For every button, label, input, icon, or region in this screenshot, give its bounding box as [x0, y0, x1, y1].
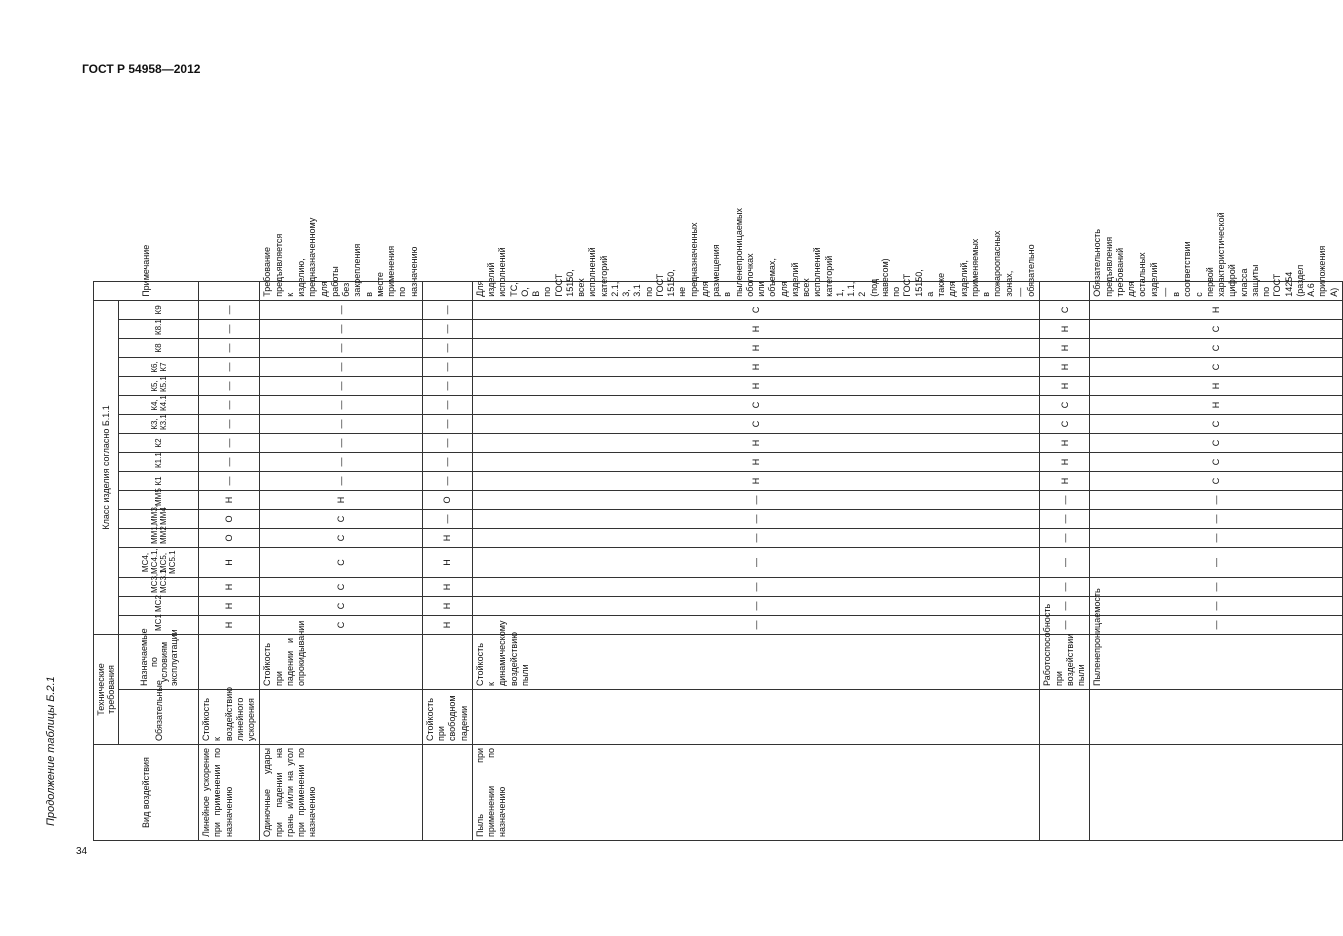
class-value-cell: —: [199, 472, 260, 491]
class-value-cell: —: [260, 358, 423, 377]
class-value-cell: —: [422, 300, 472, 319]
class-header: К2: [119, 434, 199, 453]
assigned-cell: Пыленепроницаемость: [1090, 635, 1343, 690]
note-cell: Обязательность предъявления требований для остальных изделий — в соответствии с первой характеристической цифрой класса защиты по ГОСТ 14254 (раздел А.6 приложения А): [1090, 281, 1343, 300]
header-impact: Вид воздействия: [94, 745, 199, 841]
class-value-cell: —: [472, 548, 1040, 578]
class-value-cell: Н: [1090, 377, 1343, 396]
class-value-cell: С: [1040, 415, 1090, 434]
impact-cell: [422, 745, 472, 841]
class-value-cell: —: [1040, 616, 1090, 635]
class-value-cell: —: [260, 396, 423, 415]
class-value-cell: —: [1090, 510, 1343, 529]
class-value-cell: —: [1090, 597, 1343, 616]
class-value-cell: Н: [1040, 339, 1090, 358]
impact-cell: [1090, 745, 1343, 841]
class-value-cell: —: [472, 578, 1040, 597]
class-value-cell: С: [260, 548, 423, 578]
class-value-cell: Н: [199, 491, 260, 510]
class-value-cell: —: [199, 453, 260, 472]
class-value-cell: —: [422, 472, 472, 491]
header-mandatory: Обязательные: [119, 690, 199, 745]
class-value-cell: —: [260, 472, 423, 491]
class-value-cell: —: [1090, 529, 1343, 548]
table-caption: Продолжение таблицы Б.2.1: [45, 676, 57, 826]
note-cell: Требование предъявляется к изделию, предназначенному для работы без закрепления в месте применения по назначению: [260, 281, 423, 300]
class-value-cell: С: [1040, 300, 1090, 319]
class-value-cell: С: [1090, 415, 1343, 434]
class-value-cell: —: [199, 300, 260, 319]
class-value-cell: —: [1040, 597, 1090, 616]
class-value-cell: —: [199, 415, 260, 434]
class-value-cell: Н: [1040, 472, 1090, 491]
class-value-cell: Н: [1040, 453, 1090, 472]
header-class-group: Класс изделия согласно Б.1.1: [94, 300, 119, 634]
class-value-cell: —: [472, 597, 1040, 616]
class-value-cell: —: [472, 616, 1040, 635]
mandatory-cell: Стойкость при свободном падении: [422, 690, 472, 745]
class-header: МС2: [119, 597, 199, 616]
class-value-cell: —: [472, 491, 1040, 510]
class-value-cell: —: [422, 434, 472, 453]
class-header: К1.1: [119, 453, 199, 472]
class-header: ММ1, ММ2: [119, 529, 199, 548]
class-value-cell: —: [1040, 578, 1090, 597]
class-value-cell: С: [260, 529, 423, 548]
class-value-cell: —: [422, 339, 472, 358]
class-value-cell: Н: [422, 529, 472, 548]
class-value-cell: С: [1040, 396, 1090, 415]
class-value-cell: —: [199, 434, 260, 453]
class-value-cell: Н: [199, 597, 260, 616]
mandatory-cell: [1040, 690, 1090, 745]
class-value-cell: С: [1090, 453, 1343, 472]
table-row: [422, 92, 472, 841]
class-value-cell: О: [199, 529, 260, 548]
impact-cell: Линейное ускорение при применении по назначению: [199, 745, 260, 841]
class-value-cell: Н: [199, 548, 260, 578]
class-value-cell: Н: [1040, 320, 1090, 339]
class-value-cell: О: [422, 491, 472, 510]
class-value-cell: —: [422, 377, 472, 396]
class-value-cell: С: [1090, 320, 1343, 339]
class-header: МС3, МС3.1: [119, 578, 199, 597]
class-value-cell: —: [199, 320, 260, 339]
class-value-cell: Н: [472, 320, 1040, 339]
class-value-cell: —: [199, 396, 260, 415]
document-header: ГОСТ Р 54958—2012: [82, 62, 201, 76]
class-value-cell: С: [472, 300, 1040, 319]
class-value-cell: —: [1040, 510, 1090, 529]
class-value-cell: Н: [422, 578, 472, 597]
class-value-cell: С: [260, 510, 423, 529]
class-value-cell: С: [472, 396, 1040, 415]
class-value-cell: Н: [472, 472, 1040, 491]
class-value-cell: Н: [1090, 300, 1343, 319]
impact-cell: [1040, 745, 1090, 841]
table-row: [260, 92, 423, 841]
class-header: К6, К7: [119, 358, 199, 377]
class-value-cell: Н: [422, 597, 472, 616]
table-row: [1090, 92, 1343, 841]
assigned-cell: Стойкость к динамическому воздействию пыли: [472, 635, 1040, 690]
class-header: К5, К5.1: [119, 377, 199, 396]
table-row: [472, 92, 1040, 841]
class-value-cell: —: [422, 415, 472, 434]
class-header: К9: [119, 300, 199, 319]
table-row: [199, 92, 260, 841]
rotated-table-wrapper: [93, 91, 1339, 841]
class-value-cell: Н: [1040, 358, 1090, 377]
mandatory-cell: [1090, 690, 1343, 745]
class-value-cell: —: [422, 396, 472, 415]
assigned-cell: Стойкость при падении и опрокидывании: [260, 635, 423, 690]
class-value-cell: —: [472, 510, 1040, 529]
class-header: К1: [119, 472, 199, 491]
class-value-cell: Н: [1040, 434, 1090, 453]
class-value-cell: Н: [1090, 396, 1343, 415]
class-value-cell: —: [260, 434, 423, 453]
mandatory-cell: Стойкость к воздействию линейного ускорения: [199, 690, 260, 745]
impact-cell: Пыль при применении по назначению: [472, 745, 1040, 841]
assigned-cell: Работоспособность при воздействии пыли: [1040, 635, 1090, 690]
class-value-cell: —: [1040, 491, 1090, 510]
assigned-cell: [422, 635, 472, 690]
requirements-table: [93, 91, 1343, 841]
mandatory-cell: [472, 690, 1040, 745]
class-value-cell: Н: [472, 377, 1040, 396]
class-value-cell: —: [1040, 529, 1090, 548]
class-value-cell: Н: [472, 358, 1040, 377]
class-header: К8.1: [119, 320, 199, 339]
class-value-cell: С: [1090, 472, 1343, 491]
note-cell: [422, 281, 472, 300]
note-cell: [199, 281, 260, 300]
class-value-cell: —: [422, 358, 472, 377]
class-value-cell: Н: [199, 578, 260, 597]
class-header: ММ3, ММ4: [119, 510, 199, 529]
class-value-cell: —: [472, 529, 1040, 548]
class-value-cell: С: [260, 616, 423, 635]
mandatory-cell: [260, 690, 423, 745]
class-value-cell: —: [199, 339, 260, 358]
class-value-cell: О: [199, 510, 260, 529]
class-value-cell: Н: [422, 616, 472, 635]
class-value-cell: —: [422, 510, 472, 529]
note-cell: [1040, 281, 1090, 300]
header-tech-requirements: Технические требования: [94, 635, 119, 745]
page-number: 34: [76, 846, 88, 857]
class-value-cell: —: [260, 320, 423, 339]
table-row: [1040, 92, 1090, 841]
class-value-cell: —: [260, 415, 423, 434]
class-header: К8: [119, 339, 199, 358]
class-header: ММ5: [119, 491, 199, 510]
class-header: К4, К4.1: [119, 396, 199, 415]
class-header: МС4, МС4.1, МС5, МС5.1: [119, 548, 199, 578]
class-value-cell: С: [1090, 434, 1343, 453]
class-value-cell: С: [260, 578, 423, 597]
assigned-cell: [199, 635, 260, 690]
class-value-cell: С: [1090, 358, 1343, 377]
impact-cell: Одиночные удары при падении на грань и/или на угол при применении по назначению: [260, 745, 423, 841]
class-value-cell: Н: [199, 616, 260, 635]
class-value-cell: —: [260, 339, 423, 358]
class-value-cell: —: [260, 453, 423, 472]
header-note: Примечание: [94, 281, 199, 300]
class-value-cell: Н: [422, 548, 472, 578]
class-value-cell: Н: [472, 434, 1040, 453]
class-value-cell: —: [422, 453, 472, 472]
class-value-cell: —: [260, 377, 423, 396]
header-assigned: Назначаемые по условиям эксплуатации: [119, 635, 199, 690]
class-value-cell: С: [1090, 339, 1343, 358]
class-value-cell: —: [1090, 548, 1343, 578]
class-value-cell: Н: [472, 339, 1040, 358]
note-cell: Для изделий исполнений ТС, О, В по ГОСТ 15150, всех исполнений категорий 2.1, 3, 3.1 по ГОСТ 15150, не предназначенных для размещения в пыленепроницаемых оболочках или объемах, для изделий всех исполнений категорий 1, 1.1, 2 (под навесом) по ГОСТ 15150, а также для изделий, применяемых в пожароопасных зонах, — обязательно: [472, 281, 1040, 300]
class-value-cell: Н: [260, 491, 423, 510]
class-value-cell: —: [1090, 578, 1343, 597]
class-value-cell: С: [472, 415, 1040, 434]
class-header: К3, К3.1: [119, 415, 199, 434]
class-value-cell: —: [260, 300, 423, 319]
class-value-cell: —: [199, 358, 260, 377]
class-value-cell: —: [1090, 491, 1343, 510]
class-value-cell: Н: [472, 453, 1040, 472]
class-value-cell: Н: [1040, 377, 1090, 396]
class-header: МС1: [119, 616, 199, 635]
class-value-cell: С: [260, 597, 423, 616]
class-value-cell: —: [422, 320, 472, 339]
class-value-cell: —: [1040, 548, 1090, 578]
class-value-cell: —: [199, 377, 260, 396]
class-value-cell: —: [1090, 616, 1343, 635]
